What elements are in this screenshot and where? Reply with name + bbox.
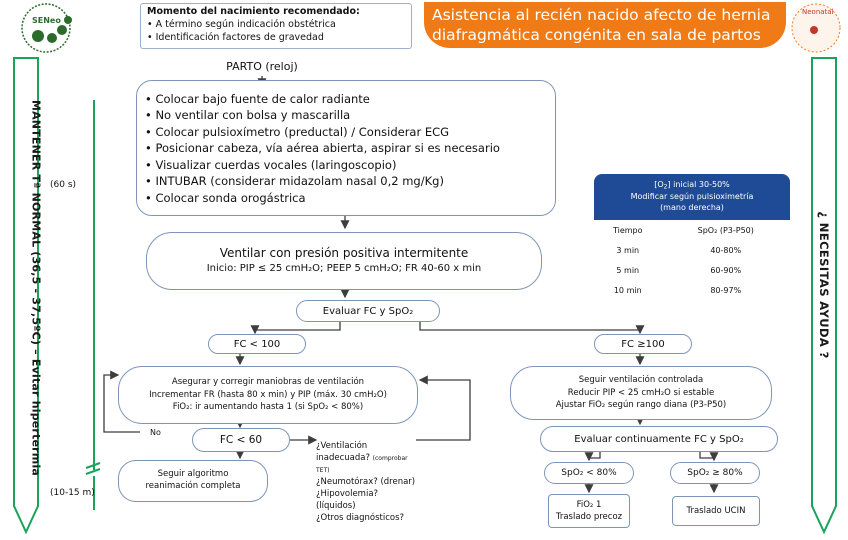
initial-step: • Posicionar cabeza, vía aérea abierta, aspirar si es necesario (145, 140, 547, 156)
initial-step: • Visualizar cuerdas vocales (laringoscopio) (145, 157, 547, 173)
help-label (814, 190, 834, 380)
initial-step: • Colocar pulsioxímetro (preductal) / Considerar ECG (145, 124, 547, 140)
time-10-15m: (10-15 m) (50, 488, 95, 498)
fc-60-box (192, 428, 290, 452)
ensure-vent-line: FiO₂: ir aumentando hasta 1 (si SpO₂ < 80%) (172, 402, 364, 413)
ventilate-box (146, 232, 542, 290)
fio2-one-box (548, 494, 630, 528)
evaluate-label: Evaluar FC y SpO₂ (322, 305, 414, 317)
main-title-line2: diafragmática congénita en sala de partos (432, 26, 761, 45)
oxygen-row-spo2: 80-97% (710, 285, 742, 295)
ensure-vent-line: Asegurar y corregir maniobras de ventilación (171, 376, 365, 387)
fc-high-box (594, 334, 692, 354)
spo2-low-box (544, 462, 634, 484)
fc-low-label: FC < 100 (233, 338, 281, 350)
question-2: ¿Neumotórax? (drenar) (316, 477, 416, 488)
initial-step: • INTUBAR (considerar midazolam nasal 0,2 mg/Kg) (145, 173, 547, 189)
question-1-note: (comprobar TET) (316, 455, 408, 475)
birth-moment-title: Momento del nacimiento recomendado: (147, 6, 360, 17)
spo2-high-box (670, 462, 760, 484)
oxygen-col-spo2: SpO₂ (P3-P50) (697, 225, 754, 235)
question-4: ¿Otros diagnósticos? (316, 513, 405, 524)
resuscitation-box (118, 460, 268, 502)
controlled-vent-line: Ajustar FiO₂ según rango diana (P3-P50) (555, 400, 727, 411)
no-label: No (150, 428, 161, 437)
oxygen-header-sub: 2 (663, 183, 668, 191)
question-1 (316, 440, 416, 476)
oxygen-header-post: ] inicial 30-50% (667, 180, 730, 190)
fc-60-label: FC < 60 (219, 434, 263, 446)
oxygen-row-spo2: 40-80% (710, 245, 742, 255)
question-1-text: ¿Ventilación inadecuada? (316, 441, 370, 464)
resuscitation-label: Seguir algoritmo reanimación completa (145, 469, 241, 491)
oxygen-row-spo2: 60-90% (710, 265, 742, 275)
fc-low-box (208, 334, 306, 354)
transfer-ucin-box (672, 496, 760, 526)
oxygen-header-line1 (654, 180, 730, 192)
oxygen-table (594, 220, 790, 300)
controlled-vent-line: Seguir ventilación controlada (578, 374, 704, 385)
birth-moment-item: • A término según indicación obstétrica (147, 19, 405, 32)
oxygen-header-line2: Modificar según pulsioximetría (630, 192, 754, 201)
oxygen-row-time: 10 min (613, 285, 642, 295)
help-label-text: ¿ NECESITAS AYUDA ? (817, 211, 831, 359)
transfer-ucin-label: Traslado UCIN (686, 506, 746, 516)
oxygen-row-time: 5 min (616, 265, 640, 275)
main-title-line1: Asistencia al recién nacido afecto de hernia (432, 6, 771, 24)
oxygen-header (594, 174, 790, 220)
initial-step: • Colocar sonda orogástrica (145, 190, 547, 206)
questions-box (316, 440, 416, 524)
spo2-high-label: SpO₂ ≥ 80% (687, 468, 743, 478)
oxygen-col-time: Tiempo (612, 225, 643, 235)
main-title (424, 2, 786, 48)
evaluate-box (296, 300, 440, 322)
fc-high-label: FC ≥100 (621, 338, 665, 350)
neonatal-corner-logo (784, 2, 846, 54)
initial-step: • Colocar bajo fuente de calor radiante (145, 91, 547, 107)
question-3: ¿Hipovolemia? (líquidos) (316, 489, 379, 512)
controlled-vent-line: Reducir PIP < 25 cmH₂O si estable (567, 387, 715, 398)
initial-steps-box (136, 80, 556, 216)
ventilate-detail: Inicio: PIP ≤ 25 cmH₂O; PEEP 5 cmH₂O; FR 40-60 x min (206, 263, 482, 275)
parto-label-text: PARTO (reloj) (226, 59, 298, 73)
oxygen-header-line3: (mano derecha) (660, 202, 724, 212)
birth-moment-item: • Identificación factores de gravedad (147, 32, 405, 45)
ensure-vent-line: Incrementar FR (hasta 80 x min) y PIP (máx. 30 cmH₂O) (149, 389, 387, 400)
fio2-one-line1: FiO₂ 1 (576, 499, 602, 510)
neonatal-logo-text: Neonatal (802, 8, 834, 16)
spo2-low-label: SpO₂ < 80% (561, 468, 617, 478)
seneo-logo-text: SENeo (32, 16, 61, 25)
seneo-logo-icon (6, 2, 86, 54)
oxygen-header-pre: [O (654, 180, 664, 190)
temperature-label (26, 99, 46, 477)
oxygen-row-time: 3 min (616, 245, 640, 255)
time-60s: (60 s) (50, 180, 77, 190)
parto-label (200, 58, 324, 74)
ventilate-title: Ventilar con presión positiva intermitente (219, 246, 469, 261)
ensure-ventilation-box (118, 366, 418, 424)
birth-moment-box (140, 3, 412, 49)
controlled-ventilation-box (510, 366, 772, 420)
fio2-one-line2: Traslado precoz (555, 512, 623, 522)
continuous-eval-label: Evaluar continuamente FC y SpO₂ (574, 433, 744, 445)
continuous-eval-box (540, 426, 778, 452)
seneo-logo (6, 2, 86, 54)
temperature-label-text: MANTENER Tª NORMAL (36,5 - 37,5ºC) – Evitar hipertermia (29, 99, 43, 477)
oxygen-target-panel (594, 174, 790, 302)
initial-step: • No ventilar con bolsa y mascarilla (145, 107, 547, 123)
